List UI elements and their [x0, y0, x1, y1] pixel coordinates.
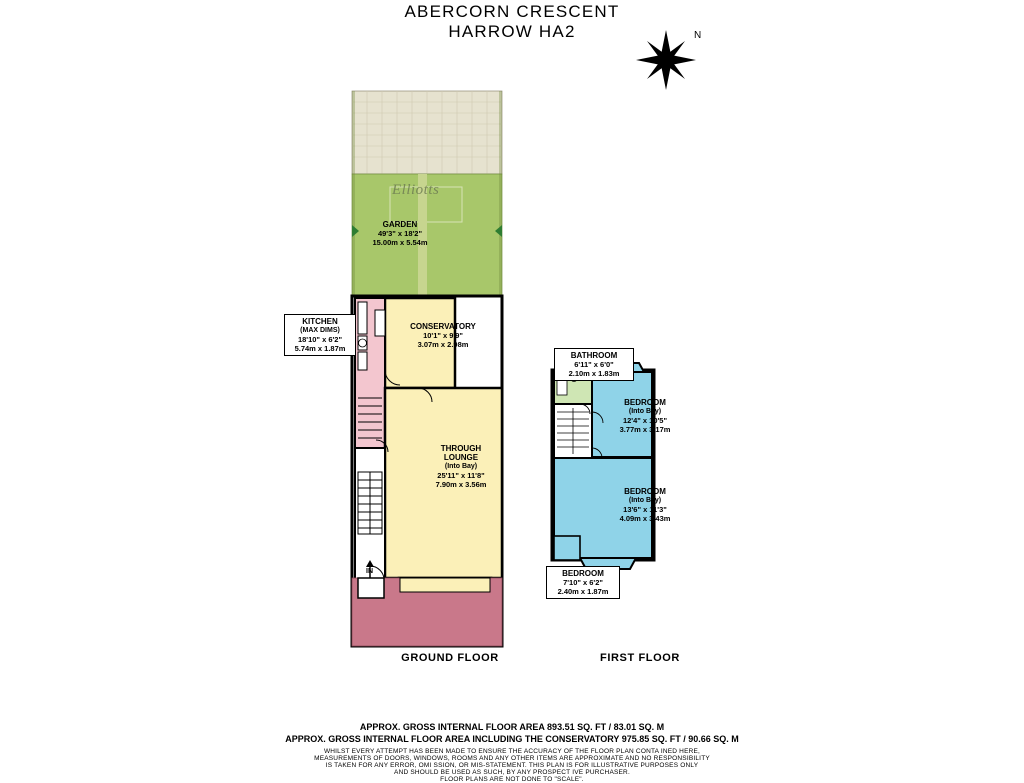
lounge-name-line1: THROUGH — [440, 444, 482, 453]
bathroom-name: BATHROOM — [570, 351, 618, 360]
bathroom-dims-imperial: 6'11" x 6'0" — [574, 360, 614, 369]
entry-marker — [366, 560, 374, 575]
arrow-up-icon — [366, 560, 374, 567]
bathroom-dims-metric: 2.10m x 1.83m — [568, 369, 620, 378]
bedroom2-sub: (Into Bay) — [628, 497, 662, 504]
watermark-logo: Elliotts — [392, 182, 440, 198]
lounge-dims-imperial: 25'11" x 11'8" — [437, 471, 485, 480]
conservatory-dims-metric: 3.07m x 2.98m — [417, 340, 469, 349]
bedroom1-dims-metric: 3.77m x 3.17m — [619, 425, 671, 434]
compass-rose-icon — [636, 26, 716, 94]
room-label-bedroom-1 — [600, 398, 690, 434]
kitchen-name: KITCHEN — [302, 317, 338, 326]
bedroom2-dims-imperial: 13'6" x 11'3" — [623, 505, 667, 514]
bedroom1-name: BEDROOM — [624, 398, 666, 407]
conservatory-dims-imperial: 10'1" x 9'9" — [423, 331, 463, 340]
bedroom1-sub: (Into Bay) — [628, 408, 662, 415]
bedroom2-dims-metric: 4.09m x 3.43m — [619, 514, 671, 523]
kitchen-sub: (MAX DIMS) — [300, 327, 340, 334]
disclaimer-line-4: AND SHOULD BE USED AS SUCH, BY ANY PROSPECT IVE PURCHASER. — [394, 769, 630, 776]
room-label-through-lounge — [406, 444, 516, 489]
room-label-garden — [340, 220, 460, 247]
bedroom1-dims-imperial: 12'4" x 10'5" — [622, 416, 668, 425]
bedroom3-dims-metric: 2.40m x 1.87m — [557, 587, 609, 596]
disclaimer-line-2: MEASUREMENTS OF DOORS, WINDOWS, ROOMS AND ANY OTHER ITEMS ARE APPROXIMATE AND NO RESPONSIBILITY — [314, 755, 710, 762]
ground-floor-plan — [280, 80, 540, 660]
room-label-bathroom — [554, 348, 634, 381]
room-label-bedroom-3 — [546, 566, 620, 599]
footer-area-line-2: APPROX. GROSS INTERNAL FLOOR AREA INCLUDING THE CONSERVATORY 975.85 SQ. FT / 90.66 SQ. M — [285, 734, 739, 744]
disclaimer-line-1: WHILST EVERY ATTEMPT HAS BEEN MADE TO ENSURE THE ACCURACY OF THE FLOOR PLAN CONTA INED HERE, — [323, 748, 701, 755]
conservatory-name: CONSERVATORY — [410, 322, 476, 331]
lounge-name-line2: LOUNGE — [443, 453, 479, 462]
kitchen-dims-imperial: 18'10" x 6'2" — [297, 335, 343, 344]
lounge-dims-metric: 7.90m x 3.56m — [435, 480, 487, 489]
bedroom3-dims-imperial: 7'10" x 6'2" — [563, 578, 603, 587]
entry-label: IN — [366, 568, 373, 575]
first-floor-caption: FIRST FLOOR — [600, 652, 680, 664]
bedroom2-name: BEDROOM — [624, 487, 666, 496]
kitchen-dims-metric: 5.74m x 1.87m — [294, 344, 346, 353]
room-label-bedroom-2 — [600, 487, 690, 523]
page-title: ABERCORN CRESCENT — [404, 2, 620, 21]
lounge-sub: (Into Bay) — [444, 463, 478, 470]
bedroom3-name: BEDROOM — [562, 569, 604, 578]
room-label-kitchen — [284, 314, 356, 356]
garden-dims-imperial: 49'3" x 18'2" — [377, 229, 423, 238]
disclaimer-line-3: IS TAKEN FOR ANY ERROR, OMI SSION, OR MIS-STATEMENT. THIS PLAN IS FOR ILLUSTRATIVE PURPOSES ONLY — [325, 762, 699, 769]
ground-floor-caption: GROUND FLOOR — [401, 652, 499, 664]
page-subtitle: HARROW HA2 — [448, 22, 576, 41]
garden-name: GARDEN — [382, 220, 418, 229]
garden-dims-metric: 15.00m x 5.54m — [372, 238, 428, 247]
disclaimer-line-5: FLOOR PLANS ARE NOT DONE TO "SCALE". — [440, 776, 584, 783]
compass-north-label: N — [694, 30, 702, 41]
footer-area-line-1: APPROX. GROSS INTERNAL FLOOR AREA 893.51 SQ. FT / 83.01 SQ. M — [359, 722, 665, 732]
room-label-conservatory — [388, 322, 498, 349]
